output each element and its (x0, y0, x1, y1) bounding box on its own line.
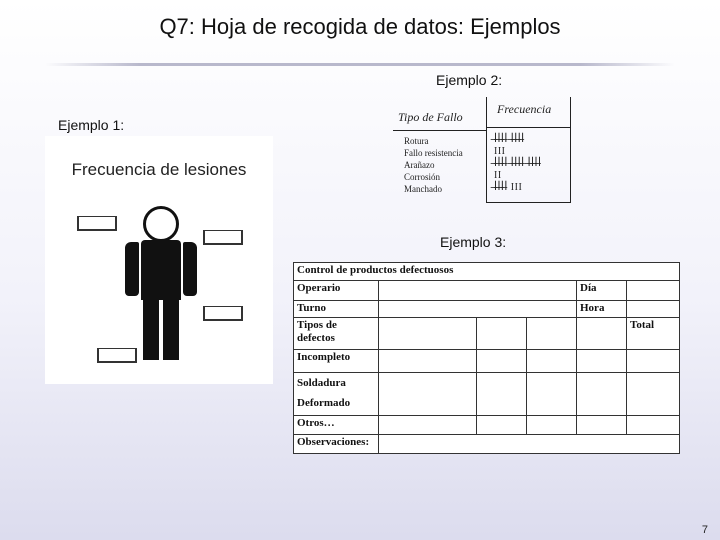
tally-cell[interactable] (477, 350, 527, 373)
page-number: 7 (701, 524, 708, 536)
soldadura-label: Soldadura (297, 377, 346, 390)
turno-label: Turno (294, 300, 379, 317)
body-figure-torso (141, 240, 181, 300)
header-divider (393, 130, 486, 131)
tally-marks-rotura: ꟾ̶ꟾ̶ꟾ̶ꟾ̶ ꟾ̶ꟾ̶ꟾ̶ꟾ̶ (494, 134, 525, 145)
column-divider (486, 97, 487, 203)
dia-field[interactable] (627, 281, 680, 300)
tally-cell[interactable] (527, 318, 577, 350)
total-cell[interactable] (627, 416, 680, 434)
operario-label: Operario (294, 281, 379, 300)
header-divider (486, 127, 571, 128)
failure-type-rotura: Rotura (404, 136, 429, 146)
deformado-label: Deformado (297, 397, 351, 410)
tally-cell[interactable] (379, 350, 477, 373)
failure-tally-sheet (393, 97, 571, 203)
total-cell[interactable] (627, 373, 680, 416)
hora-label: Hora (577, 300, 627, 317)
tally-cell[interactable] (379, 416, 477, 434)
defect-control-form (293, 262, 680, 454)
body-figure-left-leg (143, 298, 159, 360)
total-label: Total (627, 318, 680, 350)
total-cell[interactable] (627, 350, 680, 373)
injury-frequency-figure (45, 136, 273, 384)
body-figure-left-arm (125, 242, 139, 296)
form-header: Control de productos defectuosos (294, 263, 680, 281)
failure-type-manchado: Manchado (404, 184, 442, 194)
failure-type-aranazo: Arañazo (404, 160, 435, 170)
tally-cell[interactable] (527, 373, 577, 416)
tally-cell[interactable] (577, 350, 627, 373)
tally-cell[interactable] (577, 318, 627, 350)
tally-cell[interactable] (477, 416, 527, 434)
hora-field[interactable] (627, 300, 680, 317)
example1-label: Ejemplo 1: (58, 117, 125, 133)
tally-cell[interactable] (477, 318, 527, 350)
tipos-defectos-label: Tipos de defectos (294, 318, 379, 350)
frequency-header: Frecuencia (497, 102, 552, 116)
dia-label: Día (577, 281, 627, 300)
tally-cell[interactable] (527, 350, 577, 373)
turno-field[interactable] (379, 300, 577, 317)
tally-marks-resistencia: III (494, 146, 506, 157)
tally-marks-manchado: ꟾ̶ꟾ̶ꟾ̶ꟾ̶ III (494, 182, 523, 193)
injury-count-box (203, 230, 243, 245)
failure-type-corrosion: Corrosión (404, 172, 440, 182)
observaciones-label: Observaciones: (294, 434, 379, 453)
observaciones-field[interactable] (379, 434, 680, 453)
injury-figure-title: Frecuencia de lesiones (71, 160, 247, 179)
operario-field[interactable] (379, 281, 577, 300)
title-divider (45, 63, 675, 66)
incompleto-label: Incompleto (294, 350, 379, 373)
tally-cell[interactable] (577, 416, 627, 434)
body-figure-head (143, 206, 179, 242)
tally-cell[interactable] (477, 373, 527, 416)
injury-count-box (203, 306, 243, 321)
otros-label: Otros… (294, 416, 379, 434)
table-bottom-border (486, 202, 571, 203)
tally-cell[interactable] (379, 373, 477, 416)
tally-cell[interactable] (527, 416, 577, 434)
failure-type-resistencia: Fallo resistencia (404, 148, 463, 158)
slide-title: Q7: Hoja de recogida de datos: Ejemplos (159, 14, 561, 39)
injury-count-box (77, 216, 117, 231)
example3-label: Ejemplo 3: (440, 234, 507, 250)
tally-marks-corrosion: II (494, 170, 502, 181)
soldadura-deformado-labels (294, 373, 379, 416)
injury-count-box (97, 348, 137, 363)
example2-label: Ejemplo 2: (436, 72, 503, 88)
tally-cell[interactable] (379, 318, 477, 350)
failure-type-header: Tipo de Fallo (398, 110, 463, 124)
tally-cell[interactable] (577, 373, 627, 416)
table-right-border (570, 97, 571, 203)
body-figure-right-leg (163, 298, 179, 360)
body-figure-right-arm (183, 242, 197, 296)
tally-marks-aranazo: ꟾ̶ꟾ̶ꟾ̶ꟾ̶ ꟾ̶ꟾ̶ꟾ̶ꟾ̶ ꟾ̶ꟾ̶ꟾ̶ꟾ̶ (494, 158, 542, 169)
